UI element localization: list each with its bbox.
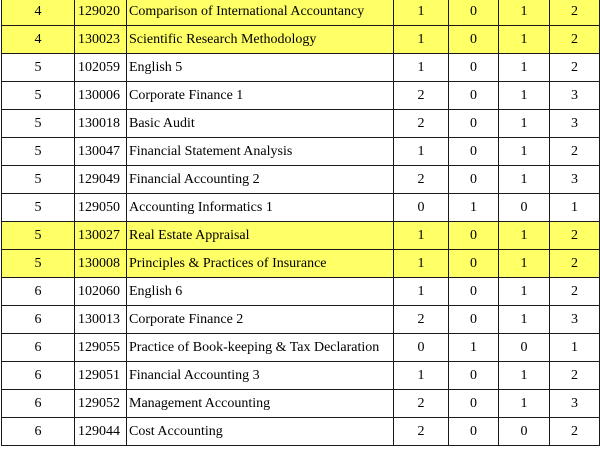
credit-col-1-cell: 2 [394,166,449,194]
credit-col-1-cell: 2 [394,82,449,110]
course-name-cell: English 5 [127,54,394,82]
course-code-cell: 129049 [75,166,127,194]
credit-col-3-cell: 1 [499,278,550,306]
credit-col-4-cell: 3 [550,390,600,418]
credit-col-2-cell: 0 [449,26,499,54]
table-row-highlighted [2,26,600,54]
credit-col-1-cell: 1 [394,278,449,306]
credit-col-2-cell: 0 [449,390,499,418]
course-name-cell: Scientific Research Methodology [127,26,394,54]
semester-cell: 5 [2,222,75,250]
course-name-cell: Corporate Finance 1 [127,82,394,110]
semester-cell: 5 [2,250,75,278]
table-row-highlighted [2,0,600,26]
course-code-cell: 130023 [75,26,127,54]
course-table [1,0,600,446]
credit-col-2-cell: 0 [449,110,499,138]
table-row [2,166,600,194]
credit-col-3-cell: 1 [499,0,550,26]
credit-col-4-cell: 2 [550,278,600,306]
credit-col-2-cell: 0 [449,0,499,26]
credit-col-1-cell: 2 [394,418,449,446]
table-row [2,306,600,334]
course-name-cell: English 6 [127,278,394,306]
credit-col-4-cell: 3 [550,166,600,194]
semester-cell: 5 [2,166,75,194]
credit-col-3-cell: 1 [499,362,550,390]
credit-col-3-cell: 1 [499,390,550,418]
credit-col-3-cell: 1 [499,166,550,194]
credit-col-1-cell: 1 [394,222,449,250]
credit-col-1-cell: 2 [394,110,449,138]
course-code-cell: 130027 [75,222,127,250]
credit-col-2-cell: 0 [449,306,499,334]
semester-cell: 6 [2,362,75,390]
course-code-cell: 129020 [75,0,127,26]
course-code-cell: 102059 [75,54,127,82]
credit-col-1-cell: 1 [394,362,449,390]
credit-col-1-cell: 1 [394,0,449,26]
credit-col-3-cell: 1 [499,138,550,166]
semester-cell: 4 [2,26,75,54]
course-code-cell: 129052 [75,390,127,418]
course-name-cell: Comparison of International Accountancy [127,0,394,26]
course-name-cell: Cost Accounting [127,418,394,446]
credit-col-3-cell: 1 [499,250,550,278]
credit-col-2-cell: 0 [449,138,499,166]
credit-col-4-cell: 3 [550,110,600,138]
table-row [2,390,600,418]
semester-cell: 5 [2,82,75,110]
credit-col-3-cell: 1 [499,306,550,334]
course-code-cell: 130047 [75,138,127,166]
semester-cell: 5 [2,54,75,82]
course-code-cell: 102060 [75,278,127,306]
credit-col-2-cell: 1 [449,194,499,222]
course-name-cell: Financial Accounting 2 [127,166,394,194]
course-code-cell: 129044 [75,418,127,446]
semester-cell: 5 [2,194,75,222]
credit-col-1-cell: 0 [394,194,449,222]
credit-col-1-cell: 1 [394,26,449,54]
credit-col-4-cell: 2 [550,418,600,446]
course-code-cell: 129050 [75,194,127,222]
semester-cell: 5 [2,110,75,138]
course-name-cell: Financial Statement Analysis [127,138,394,166]
semester-cell: 4 [2,0,75,26]
course-code-cell: 130018 [75,110,127,138]
credit-col-4-cell: 3 [550,82,600,110]
credit-col-1-cell: 0 [394,334,449,362]
credit-col-2-cell: 0 [449,166,499,194]
table-row [2,194,600,222]
course-name-cell: Principles & Practices of Insurance [127,250,394,278]
table-row [2,54,600,82]
course-code-cell: 129055 [75,334,127,362]
table-row [2,362,600,390]
table-row [2,110,600,138]
course-name-cell: Practice of Book-keeping & Tax Declaration [127,334,394,362]
course-name-cell: Financial Accounting 3 [127,362,394,390]
credit-col-2-cell: 0 [449,250,499,278]
semester-cell: 6 [2,306,75,334]
course-name-cell: Real Estate Appraisal [127,222,394,250]
table-row [2,82,600,110]
credit-col-3-cell: 0 [499,334,550,362]
credit-col-3-cell: 1 [499,26,550,54]
credit-col-4-cell: 1 [550,194,600,222]
credit-col-3-cell: 1 [499,54,550,82]
course-code-cell: 130006 [75,82,127,110]
table-row [2,278,600,306]
course-code-cell: 130008 [75,250,127,278]
credit-col-2-cell: 0 [449,278,499,306]
credit-col-1-cell: 2 [394,390,449,418]
credit-col-1-cell: 1 [394,54,449,82]
credit-col-4-cell: 2 [550,0,600,26]
credit-col-4-cell: 2 [550,138,600,166]
credit-col-2-cell: 0 [449,54,499,82]
semester-cell: 6 [2,334,75,362]
credit-col-1-cell: 2 [394,306,449,334]
credit-col-4-cell: 2 [550,26,600,54]
course-name-cell: Management Accounting [127,390,394,418]
credit-col-3-cell: 1 [499,222,550,250]
credit-col-4-cell: 2 [550,54,600,82]
credit-col-4-cell: 1 [550,334,600,362]
table-row-highlighted [2,250,600,278]
credit-col-3-cell: 1 [499,110,550,138]
credit-col-3-cell: 1 [499,82,550,110]
table-row [2,418,600,446]
credit-col-2-cell: 0 [449,82,499,110]
credit-col-1-cell: 1 [394,250,449,278]
credit-col-2-cell: 1 [449,334,499,362]
course-name-cell: Corporate Finance 2 [127,306,394,334]
credit-col-2-cell: 0 [449,418,499,446]
course-code-cell: 130013 [75,306,127,334]
course-name-cell: Accounting Informatics 1 [127,194,394,222]
credit-col-4-cell: 2 [550,362,600,390]
credit-col-4-cell: 2 [550,250,600,278]
semester-cell: 5 [2,138,75,166]
semester-cell: 6 [2,278,75,306]
credit-col-3-cell: 0 [499,194,550,222]
credit-col-4-cell: 3 [550,306,600,334]
credit-col-3-cell: 0 [499,418,550,446]
semester-cell: 6 [2,390,75,418]
table-row [2,138,600,166]
course-code-cell: 129051 [75,362,127,390]
credit-col-1-cell: 1 [394,138,449,166]
course-table-body [2,0,600,446]
table-row [2,334,600,362]
semester-cell: 6 [2,418,75,446]
course-name-cell: Basic Audit [127,110,394,138]
table-row-highlighted [2,222,600,250]
credit-col-4-cell: 2 [550,222,600,250]
credit-col-2-cell: 0 [449,222,499,250]
credit-col-2-cell: 0 [449,362,499,390]
